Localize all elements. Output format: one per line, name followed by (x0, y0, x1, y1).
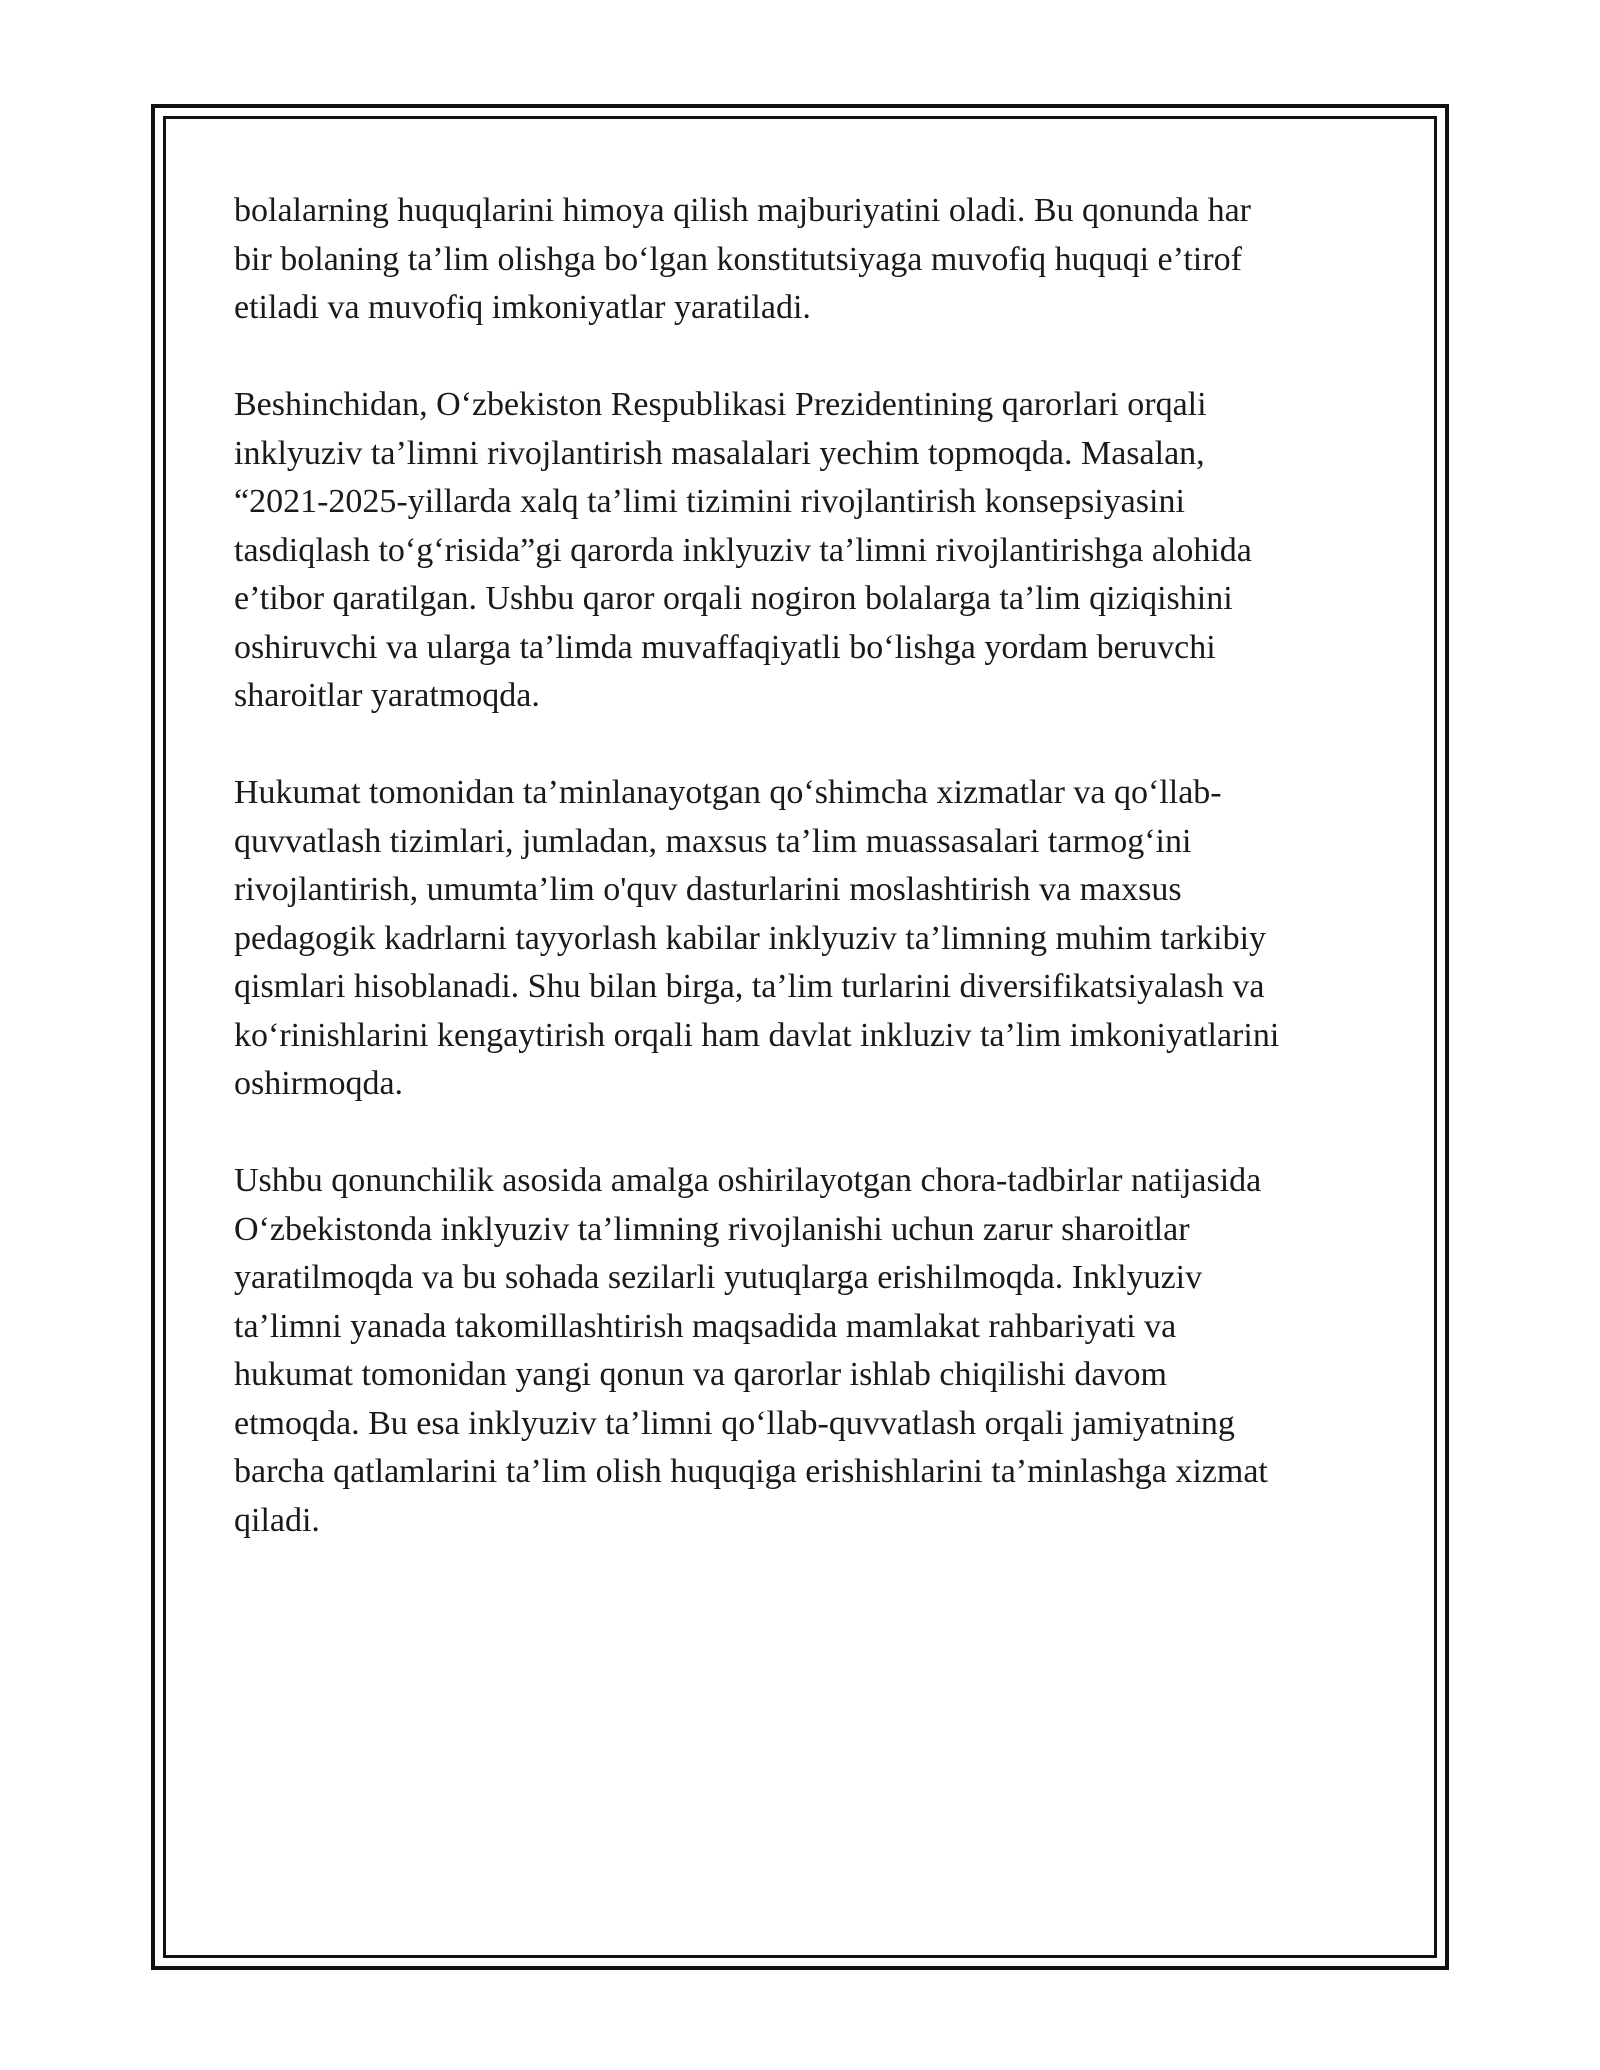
text-line: tasdiqlash to‘g‘risida”gi qarorda inklyuziv ta’limni rivojlantirishga alohida (234, 531, 1252, 569)
text-line: Hukumat tomonidan ta’minlanayotgan qo‘shimcha xizmatlar va qo‘llab- (234, 774, 1222, 811)
paragraph-3 (234, 769, 1394, 1109)
text-line: qismlari hisoblanadi. Shu bilan birga, ta’lim turlarini diversifikatsiyalash va (234, 968, 1265, 1005)
document-body (234, 187, 1394, 1594)
text-line: “2021-2025-yillarda xalq ta’limi tizimini rivojlantirish konsepsiyasini (234, 483, 1185, 520)
text-line: pedagogik kadrlarni tayyorlash kabilar inklyuziv ta’limning muhim tarkibiy (234, 919, 1267, 957)
paragraph-2 (234, 381, 1394, 721)
text-line: etiladi va muvofiq imkoniyatlar yaratiladi. (234, 289, 811, 326)
text-line: sharoitlar yaratmoqda. (234, 677, 540, 714)
text-line: ko‘rinishlarini kengaytirish orqali ham davlat inkluziv ta’lim imkoniyatlarini (234, 1016, 1280, 1054)
text-line: quvvatlash tizimlari, jumladan, maxsus ta’lim muassasalari tarmog‘ini (234, 822, 1192, 860)
text-line: O‘zbekistonda inklyuziv ta’limning rivojlanishi uchun zarur sharoitlar (234, 1210, 1190, 1248)
paragraph-1 (234, 187, 1394, 333)
text-line: bir bolaning ta’lim olishga bo‘lgan konstitutsiyaga muvofiq huquqi e’tirof (234, 240, 1242, 278)
text-line: qiladi. (234, 1501, 320, 1539)
text-line: hukumat tomonidan yangi qonun va qarorlar ishlab chiqilishi davom (234, 1356, 1167, 1393)
text-line: ta’limni yanada takomillashtirish maqsadida mamlakat rahbariyati va (234, 1307, 1177, 1345)
text-line: rivojlantirish, umumta’lim o'quv dasturlarini moslashtirish va maxsus (234, 871, 1182, 908)
text-line: Beshinchidan, O‘zbekiston Respublikasi Prezidentining qarorlari orqali (234, 386, 1207, 423)
text-line: etmoqda. Bu esa inklyuziv ta’limni qo‘llab-quvvatlash orqali jamiyatning (234, 1404, 1235, 1442)
text-line: e’tibor qaratilgan. Ushbu qaror orqali nogiron bolalarga ta’lim qiziqishini (234, 580, 1233, 617)
text-line: Ushbu qonunchilik asosida amalga oshirilayotgan chora-tadbirlar natijasida (234, 1162, 1262, 1199)
text-line: barcha qatlamlarini ta’lim olish huquqiga erishishlarini ta’minlashga xizmat (234, 1453, 1268, 1490)
text-line: bolalarning huquqlarini himoya qilish majburiyatini oladi. Bu qonunda har (234, 192, 1251, 229)
text-line: yaratilmoqda va bu sohada sezilarli yutuqlarga erishilmoqda. Inklyuziv (234, 1259, 1203, 1296)
paragraph-4 (234, 1157, 1394, 1545)
text-line: inklyuziv ta’limni rivojlantirish masalalari yechim topmoqda. Masalan, (234, 434, 1205, 472)
text-line: oshiruvchi va ularga ta’limda muvaffaqiyatli bo‘lishga yordam beruvchi (234, 628, 1216, 666)
text-line: oshirmoqda. (234, 1065, 404, 1102)
